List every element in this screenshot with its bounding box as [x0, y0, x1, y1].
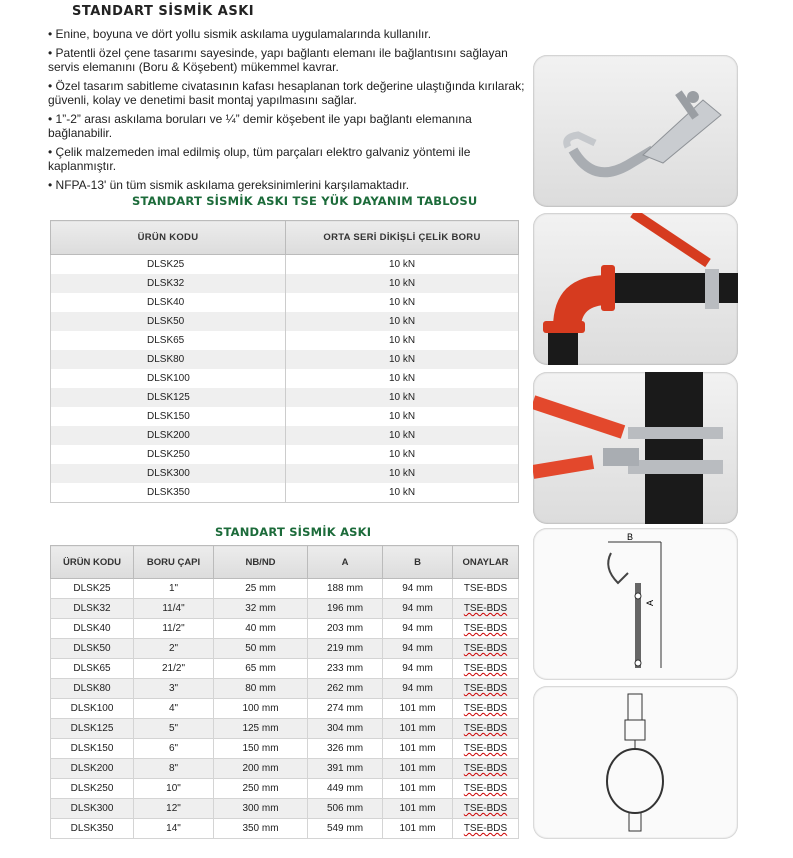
pipe-size-cell: 1" — [134, 579, 214, 599]
product-code-cell: DLSK80 — [51, 679, 134, 699]
load-table-row — [51, 445, 519, 464]
dimension-a-label: A — [645, 599, 655, 606]
load-table-row — [51, 483, 519, 503]
product-code-cell: DLSK125 — [51, 388, 286, 407]
load-value-cell: 10 kN — [286, 255, 519, 275]
nominal-diameter-cell: 350 mm — [214, 819, 308, 839]
load-value-cell: 10 kN — [286, 464, 519, 483]
product-code-cell: DLSK250 — [51, 445, 286, 464]
dim-table-header: NB/ND — [214, 546, 308, 579]
dimension-a-cell: 391 mm — [308, 759, 383, 779]
nominal-diameter-cell: 100 mm — [214, 699, 308, 719]
load-table-row — [51, 331, 519, 350]
dim-table-row — [51, 599, 519, 619]
product-code-cell: DLSK350 — [51, 483, 286, 503]
dimension-b-cell: 94 mm — [383, 659, 453, 679]
dimension-b-cell: 101 mm — [383, 799, 453, 819]
nominal-diameter-cell: 125 mm — [214, 719, 308, 739]
load-table-row — [51, 426, 519, 445]
load-value-cell: 10 kN — [286, 388, 519, 407]
dimension-a-cell: 326 mm — [308, 739, 383, 759]
product-code-cell: DLSK65 — [51, 331, 286, 350]
load-table — [50, 220, 519, 503]
dimension-drawing — [533, 528, 738, 680]
approval-cell: TSE-BDS — [453, 799, 519, 819]
approval-cell: TSE-BDS — [453, 699, 519, 719]
dim-table — [50, 545, 519, 839]
load-value-cell: 10 kN — [286, 350, 519, 369]
approval-cell: TSE-BDS — [453, 739, 519, 759]
pipe-size-cell: 12" — [134, 799, 214, 819]
dim-table-row — [51, 819, 519, 839]
feature-item: • 1”-2” arası askılama boruları ve ¼” demir köşebent ile yapı bağlantı elemanına bağlanabilir. — [48, 111, 472, 140]
product-code-cell: DLSK40 — [51, 293, 286, 312]
nominal-diameter-cell: 32 mm — [214, 599, 308, 619]
load-value-cell: 10 kN — [286, 369, 519, 388]
dimension-a-cell: 262 mm — [308, 679, 383, 699]
load-value-cell: 10 kN — [286, 483, 519, 503]
product-code-cell: DLSK65 — [51, 659, 134, 679]
dim-table-header: B — [383, 546, 453, 579]
approval-cell: TSE-BDS — [453, 659, 519, 679]
product-code-cell: DLSK150 — [51, 407, 286, 426]
nominal-diameter-cell: 50 mm — [214, 639, 308, 659]
feature-list — [48, 27, 528, 196]
load-table-row — [51, 312, 519, 331]
dimension-b-cell: 94 mm — [383, 679, 453, 699]
dim-table-row — [51, 779, 519, 799]
feature-item: • Çelik malzemeden imal edilmiş olup, tüm parçaları elektro galvaniz yöntemi ile kaplanmıştır. — [48, 144, 471, 173]
load-value-cell: 10 kN — [286, 312, 519, 331]
load-table-row — [51, 293, 519, 312]
feature-item: • Enine, boyuna ve dört yollu sismik askılama uygulamalarında kullanılır. — [48, 27, 432, 41]
dim-table-header: A — [308, 546, 383, 579]
approval-cell: TSE-BDS — [453, 719, 519, 739]
pipe-size-cell: 11/4" — [134, 599, 214, 619]
product-code-cell: DLSK300 — [51, 799, 134, 819]
approval-cell: TSE-BDS — [453, 579, 519, 599]
dim-table-body — [51, 579, 519, 839]
load-value-cell: 10 kN — [286, 445, 519, 464]
feature-item: • Özel tasarım sabitleme civatasının kafası hesaplanan tork değerine ulaştığında kırılarak; güvenli, kolay ve denetimi basit montaj yapılmasını sağlar. — [48, 78, 525, 107]
approval-cell: TSE-BDS — [453, 779, 519, 799]
pipe-size-cell: 3" — [134, 679, 214, 699]
nominal-diameter-cell: 300 mm — [214, 799, 308, 819]
approval-cell: TSE-BDS — [453, 819, 519, 839]
dimension-b-cell: 94 mm — [383, 639, 453, 659]
dimension-b-cell: 101 mm — [383, 699, 453, 719]
product-code-cell: DLSK50 — [51, 639, 134, 659]
product-code-cell: DLSK200 — [51, 426, 286, 445]
product-code-cell: DLSK25 — [51, 255, 286, 275]
dimension-a-cell: 219 mm — [308, 639, 383, 659]
pipe-size-cell: 10" — [134, 779, 214, 799]
load-value-cell: 10 kN — [286, 331, 519, 350]
dimension-b-cell: 94 mm — [383, 579, 453, 599]
product-code-cell: DLSK100 — [51, 369, 286, 388]
pipe-size-cell: 8" — [134, 759, 214, 779]
approval-cell: TSE-BDS — [453, 639, 519, 659]
feature-item: • NFPA-13' ün tüm sismik askılama gereksinimlerini karşılamaktadır. — [48, 177, 410, 192]
page-title: STANDART SİSMİK ASKI — [72, 4, 255, 19]
dimension-b-cell: 101 mm — [383, 779, 453, 799]
load-value-cell: 10 kN — [286, 426, 519, 445]
pipe-size-cell: 11/2" — [134, 619, 214, 639]
dim-table-row — [51, 739, 519, 759]
load-table-row — [51, 388, 519, 407]
dimension-b-cell: 101 mm — [383, 759, 453, 779]
dim-table-header: ÜRÜN KODU — [51, 546, 134, 579]
product-code-cell: DLSK25 — [51, 579, 134, 599]
dim-table-row — [51, 679, 519, 699]
load-table-row — [51, 274, 519, 293]
dimension-a-cell: 203 mm — [308, 619, 383, 639]
load-value-cell: 10 kN — [286, 274, 519, 293]
approval-cell: TSE-BDS — [453, 759, 519, 779]
product-photo-elbow — [533, 213, 738, 365]
dim-table-header: BORU ÇAPI — [134, 546, 214, 579]
load-value-cell: 10 kN — [286, 407, 519, 426]
dimension-a-cell: 274 mm — [308, 699, 383, 719]
approval-cell: TSE-BDS — [453, 599, 519, 619]
dim-table-row — [51, 659, 519, 679]
nominal-diameter-cell: 65 mm — [214, 659, 308, 679]
dimension-b-cell: 101 mm — [383, 719, 453, 739]
load-table-row — [51, 464, 519, 483]
dimension-a-cell: 304 mm — [308, 719, 383, 739]
approval-cell: TSE-BDS — [453, 679, 519, 699]
dimension-a-cell: 196 mm — [308, 599, 383, 619]
product-code-cell: DLSK150 — [51, 739, 134, 759]
product-code-cell: DLSK125 — [51, 719, 134, 739]
dim-table-row — [51, 759, 519, 779]
dimension-a-cell: 506 mm — [308, 799, 383, 819]
dimension-a-cell: 449 mm — [308, 779, 383, 799]
load-table-row — [51, 369, 519, 388]
dimension-a-cell: 233 mm — [308, 659, 383, 679]
dimension-a-cell: 188 mm — [308, 579, 383, 599]
nominal-diameter-cell: 250 mm — [214, 779, 308, 799]
product-photo-clamp — [533, 55, 738, 207]
load-table-header: ÜRÜN KODU — [51, 221, 286, 255]
product-code-cell: DLSK100 — [51, 699, 134, 719]
dimension-b-label: B — [627, 532, 634, 542]
product-code-cell: DLSK200 — [51, 759, 134, 779]
feature-item: • Patentli özel çene tasarımı sayesinde, yapı bağlantı elemanı ile bağlantısını sağlayan servis elemanını (Boru & Köşebent) mükemmel kavrar. — [48, 45, 508, 74]
front-view-drawing — [533, 686, 738, 839]
nominal-diameter-cell: 80 mm — [214, 679, 308, 699]
dimension-a-cell: 549 mm — [308, 819, 383, 839]
dim-table-row — [51, 579, 519, 599]
load-table-header: ORTA SERİ DİKİŞLİ ÇELİK BORU — [286, 221, 519, 255]
dim-table-row — [51, 719, 519, 739]
approval-cell: TSE-BDS — [453, 619, 519, 639]
load-table-row — [51, 255, 519, 275]
product-code-cell: DLSK32 — [51, 599, 134, 619]
dim-table-row — [51, 799, 519, 819]
nominal-diameter-cell: 25 mm — [214, 579, 308, 599]
product-code-cell: DLSK350 — [51, 819, 134, 839]
dimension-b-cell: 101 mm — [383, 739, 453, 759]
load-value-cell: 10 kN — [286, 293, 519, 312]
load-table-row — [51, 350, 519, 369]
nominal-diameter-cell: 40 mm — [214, 619, 308, 639]
product-code-cell: DLSK50 — [51, 312, 286, 331]
nominal-diameter-cell: 200 mm — [214, 759, 308, 779]
dim-table-row — [51, 699, 519, 719]
dimension-b-cell: 101 mm — [383, 819, 453, 839]
dim-table-row — [51, 639, 519, 659]
pipe-size-cell: 2" — [134, 639, 214, 659]
product-code-cell: DLSK80 — [51, 350, 286, 369]
load-table-row — [51, 407, 519, 426]
product-code-cell: DLSK250 — [51, 779, 134, 799]
pipe-size-cell: 5" — [134, 719, 214, 739]
pipe-size-cell: 21/2" — [134, 659, 214, 679]
nominal-diameter-cell: 150 mm — [214, 739, 308, 759]
dim-table-title: STANDART SİSMİK ASKI — [215, 525, 372, 539]
dim-table-header: ONAYLAR — [453, 546, 519, 579]
dim-table-row — [51, 619, 519, 639]
pipe-size-cell: 14" — [134, 819, 214, 839]
load-table-title: STANDART SİSMİK ASKI TSE YÜK DAYANIM TABLOSU — [132, 194, 478, 208]
product-code-cell: DLSK32 — [51, 274, 286, 293]
pipe-size-cell: 4" — [134, 699, 214, 719]
product-code-cell: DLSK300 — [51, 464, 286, 483]
product-photo-vertical — [533, 372, 738, 524]
load-table-body — [51, 255, 519, 503]
product-code-cell: DLSK40 — [51, 619, 134, 639]
pipe-size-cell: 6" — [134, 739, 214, 759]
dimension-b-cell: 94 mm — [383, 599, 453, 619]
dimension-b-cell: 94 mm — [383, 619, 453, 639]
